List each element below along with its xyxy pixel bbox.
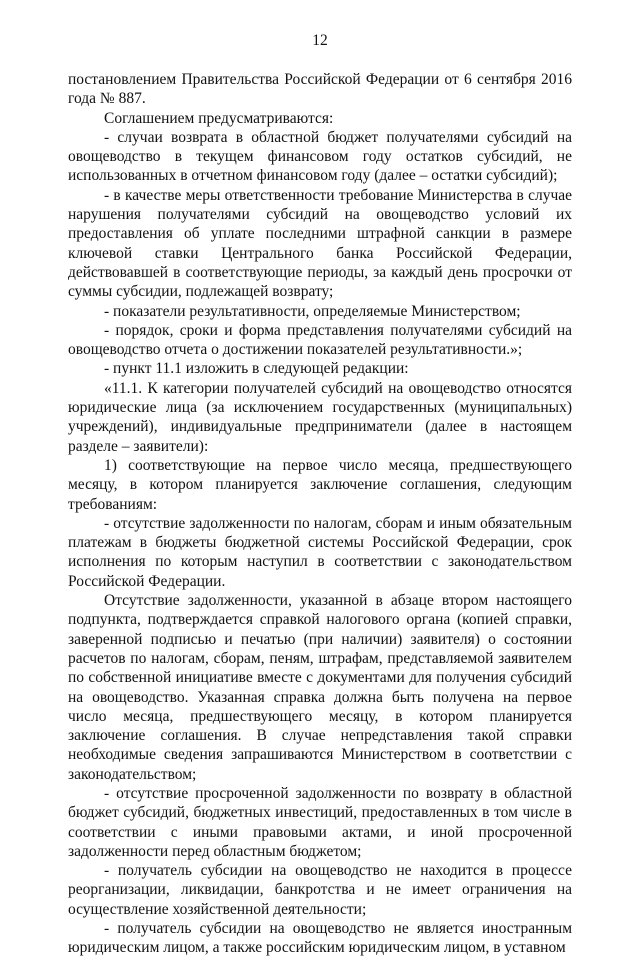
paragraph: «11.1. К категории получателей субсидий на овощеводство относятся юридические лица (за исключением государственных (муниципальных) учреждений), индивидуальные предприниматели (далее в настоящем разделе – заявители): — [68, 379, 572, 455]
paragraph: постановлением Правительства Российской Федерации от 6 сентября 2016 года № 887. — [68, 71, 572, 108]
paragraph: - пункт 11.1 изложить в следующей редакции: — [104, 360, 409, 378]
paragraph: - отсутствие просроченной задолженности по возврату в областной бюджет субсидий, бюджетных инвестиций, предоставленных в том числе в соответствии с иными правовыми актами, и иной просроченной задолженности перед областным бюджетом; — [68, 784, 572, 860]
paragraph: - показатели результативности, определяемые Министерством; — [104, 302, 521, 320]
paragraph: - отсутствие задолженности по налогам, сборам и иным обязательным платежам в бюджеты бюджетной системы Российской Федерации, срок исполнения по которым наступил в соответствии с законодательством Российской Федерации. — [68, 514, 572, 590]
document-body — [68, 70, 572, 958]
paragraph: 1) соответствующие на первое число месяца, предшествующего месяцу, в котором планируется заключение соглашения, следующим требованиям: — [68, 456, 572, 513]
paragraph: - в качестве меры ответственности требование Министерства в случае нарушения получателями субсидий на овощеводство условий их предоставления об уплате последними штрафной санкции в размере ключевой ставки Центрального банка Российской Федерации, действовавшей в соответствующие периоды, за каждый день просрочки от суммы субсидии, подлежащей возврату; — [68, 186, 572, 301]
paragraph: Соглашением предусматриваются: — [104, 109, 334, 127]
paragraph: Отсутствие задолженности, указанной в абзаце втором настоящего подпункта, подтверждается справкой налогового органа (копией справки, заверенной подписью и печатью (при наличии) заявителя) о состоянии расчетов по налогам, сборам, пеням, штрафам, представляемой заявителем по собственной инициативе вместе с документами для получения субсидий на овощеводство. Указанная справка должна быть получена на первое число месяца, предшествующего месяцу, в котором планируется заключение соглашения. В случае непредставления такой справки необходимые сведения запрашиваются Министерством в соответствии с законодательством; — [68, 592, 572, 783]
paragraph: - случаи возврата в областной бюджет получателями субсидий на овощеводство в текущем финансовом году остатков субсидий, не использованных в отчетном финансовом году (далее – остатки субсидий); — [68, 128, 572, 185]
paragraph: - порядок, сроки и форма представления получателями субсидий на овощеводство отчета о достижении показателей результативности.»; — [68, 321, 572, 359]
paragraph: - получатель субсидии на овощеводство не находится в процессе реорганизации, ликвидации, банкротства и не имеет ограничения на осуществление хозяйственной деятельности; — [68, 862, 572, 918]
paragraph: - получатель субсидии на овощеводство не является иностранным юридическим лицом, а также российским юридическим лицом, в уставном — [68, 920, 572, 957]
page-number: 12 — [312, 32, 328, 49]
